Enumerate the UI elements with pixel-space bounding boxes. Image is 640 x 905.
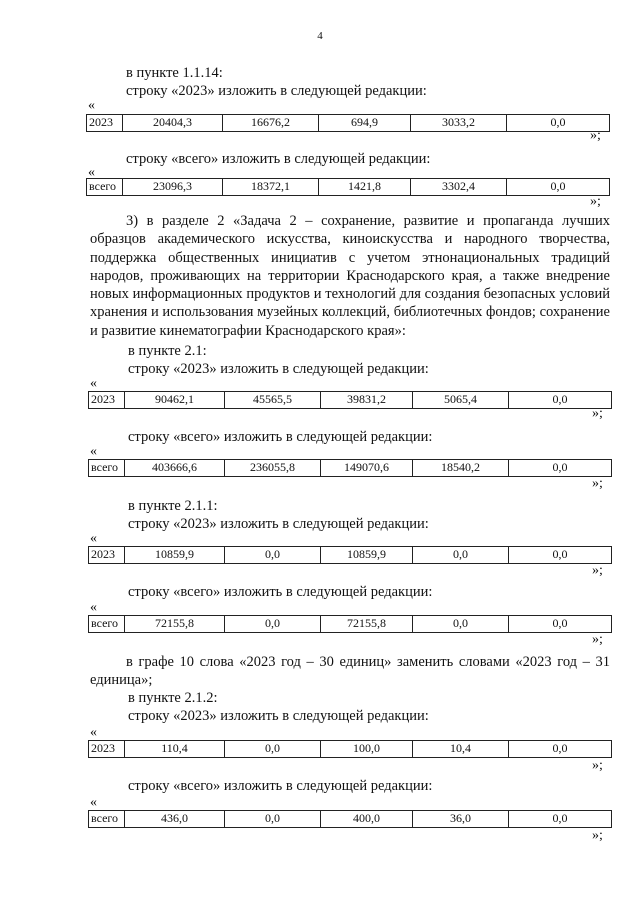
table-row-2023-3	[88, 546, 612, 564]
paragraph-text: в графе 10 слова «2023 год – 30 единиц» заменить словами «2023 год – 31 единица»;	[90, 654, 610, 689]
close-quote: »;	[592, 563, 603, 578]
cell-value: 20404,3	[123, 115, 223, 132]
cell-value: 0,0	[413, 616, 509, 633]
cell-value: 400,0	[321, 811, 413, 828]
cell-value: 0,0	[509, 547, 612, 564]
cell-value: 0,0	[225, 811, 321, 828]
close-quote: »;	[592, 828, 603, 843]
cell-value: 149070,6	[321, 460, 413, 477]
table-row-total-4	[88, 810, 612, 828]
cell-value: 0,0	[509, 392, 612, 409]
cell-value: 18540,2	[413, 460, 509, 477]
instruction-2023-3: строку «2023» изложить в следующей редакции:	[128, 516, 429, 532]
table-row-2023-1	[86, 114, 610, 132]
cell-value: 100,0	[321, 741, 413, 758]
open-quote: «	[90, 444, 97, 459]
cell-year: 2023	[89, 547, 125, 564]
section-heading-4: в пункте 2.1.2:	[128, 690, 218, 706]
cell-year: 2023	[89, 741, 125, 758]
open-quote: «	[88, 98, 95, 113]
cell-value: 1421,8	[319, 179, 411, 196]
cell-value: 0,0	[225, 616, 321, 633]
open-quote: «	[88, 165, 95, 180]
cell-value: 403666,6	[125, 460, 225, 477]
cell-value: 23096,3	[123, 179, 223, 196]
cell-value: 39831,2	[321, 392, 413, 409]
cell-total-label: всего	[87, 179, 123, 196]
cell-value: 10,4	[413, 741, 509, 758]
instruction-2023-2: строку «2023» изложить в следующей редакции:	[128, 361, 429, 377]
section-heading-3: в пункте 2.1.1:	[128, 498, 218, 514]
cell-value: 0,0	[225, 547, 321, 564]
cell-value: 16676,2	[223, 115, 319, 132]
cell-value: 0,0	[507, 179, 610, 196]
paragraph-graph-10	[90, 653, 610, 690]
table-row-2023-2	[88, 391, 612, 409]
cell-value: 110,4	[125, 741, 225, 758]
section-heading-2: в пункте 2.1:	[128, 343, 207, 359]
cell-value: 36,0	[413, 811, 509, 828]
paragraph-section-2	[90, 212, 610, 340]
cell-value: 10859,9	[321, 547, 413, 564]
cell-value: 90462,1	[125, 392, 225, 409]
instruction-total-3: строку «всего» изложить в следующей редакции:	[128, 584, 433, 600]
close-quote: »;	[592, 406, 603, 421]
cell-value: 0,0	[507, 115, 610, 132]
close-quote: »;	[592, 758, 603, 773]
open-quote: «	[90, 725, 97, 740]
cell-value: 5065,4	[413, 392, 509, 409]
open-quote: «	[90, 531, 97, 546]
cell-value: 0,0	[225, 741, 321, 758]
cell-value: 45565,5	[225, 392, 321, 409]
open-quote: «	[90, 600, 97, 615]
cell-value: 236055,8	[225, 460, 321, 477]
open-quote: «	[90, 795, 97, 810]
close-quote: »;	[590, 128, 601, 143]
cell-value: 0,0	[509, 741, 612, 758]
instruction-total-1: строку «всего» изложить в следующей редакции:	[126, 151, 431, 167]
cell-value: 0,0	[509, 460, 612, 477]
cell-value: 72155,8	[321, 616, 413, 633]
table-row-2023-4	[88, 740, 612, 758]
close-quote: »;	[590, 194, 601, 209]
table-row-total-3	[88, 615, 612, 633]
cell-value: 3033,2	[411, 115, 507, 132]
cell-value: 436,0	[125, 811, 225, 828]
instruction-total-2: строку «всего» изложить в следующей редакции:	[128, 429, 433, 445]
cell-value: 10859,9	[125, 547, 225, 564]
cell-value: 694,9	[319, 115, 411, 132]
instruction-2023-1: строку «2023» изложить в следующей редакции:	[126, 83, 427, 99]
cell-total-label: всего	[89, 811, 125, 828]
table-row-total-1	[86, 178, 610, 196]
close-quote: »;	[592, 476, 603, 491]
cell-value: 0,0	[413, 547, 509, 564]
cell-total-label: всего	[89, 616, 125, 633]
cell-value: 0,0	[509, 811, 612, 828]
cell-year: 2023	[87, 115, 123, 132]
cell-value: 18372,1	[223, 179, 319, 196]
open-quote: «	[90, 376, 97, 391]
table-row-total-2	[88, 459, 612, 477]
cell-value: 3302,4	[411, 179, 507, 196]
section-heading-1: в пункте 1.1.14:	[126, 65, 223, 81]
cell-value: 0,0	[509, 616, 612, 633]
cell-value: 72155,8	[125, 616, 225, 633]
instruction-total-4: строку «всего» изложить в следующей редакции:	[128, 778, 433, 794]
instruction-2023-4: строку «2023» изложить в следующей редакции:	[128, 708, 429, 724]
paragraph-text: 3) в разделе 2 «Задача 2 – сохранение, развитие и пропаганда лучших образцов академического искусства, киноискусства и народного творчества, поддержка общественных инициатив с учетом этнонациональных традиций народов, проживающих на территории Краснодарского края, а также внедрение новых информационных продуктов и технологий для создания безопасных условий хранения и использования музейных коллекций, библиотечных фондов; сохранение и развитие кинематографии Краснодарского края»:	[90, 213, 610, 339]
close-quote: »;	[592, 632, 603, 647]
cell-year: 2023	[89, 392, 125, 409]
cell-total-label: всего	[89, 460, 125, 477]
page-number: 4	[317, 30, 323, 42]
